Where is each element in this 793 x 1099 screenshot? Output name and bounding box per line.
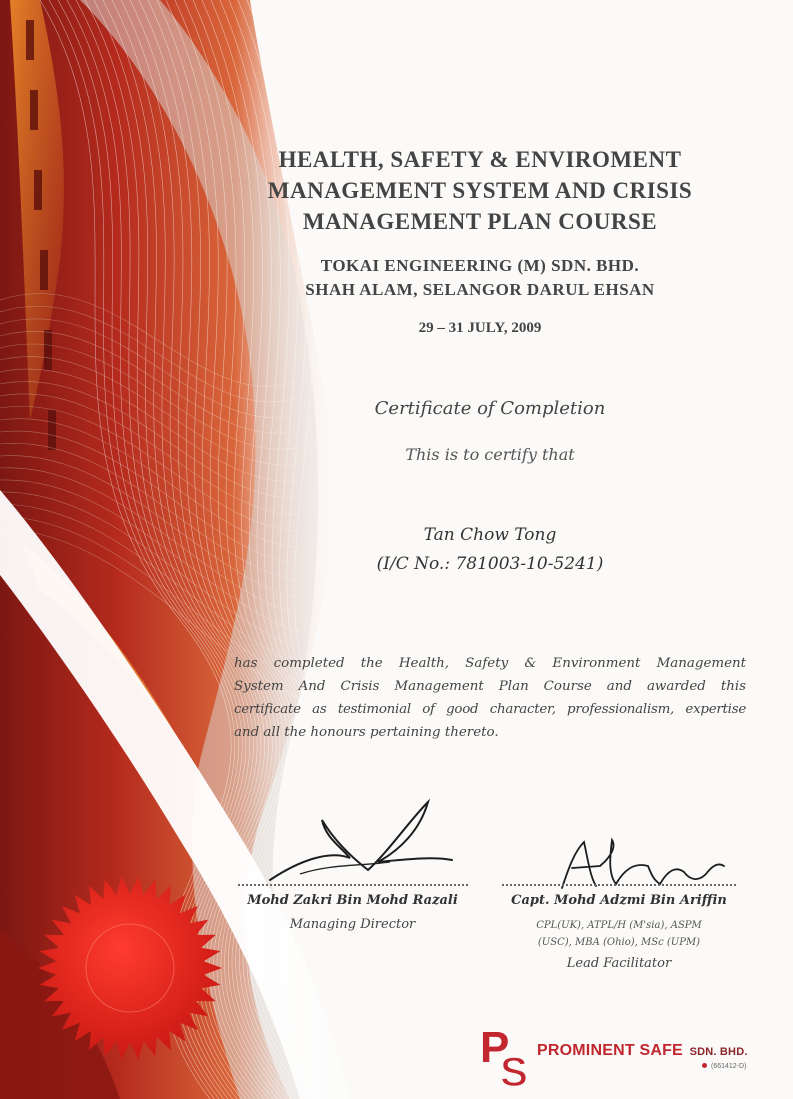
signature-right: [562, 840, 724, 888]
signatory-role-left: Managing Director: [289, 917, 416, 932]
issuer-name-text: PROMINENT SAFE: [537, 1042, 683, 1059]
body-line: and all the honours pertaining thereto.: [234, 725, 499, 740]
organization-line: SHAH ALAM, SELANGOR DARUL EHSAN: [305, 280, 655, 299]
course-title: [200, 144, 760, 237]
body-line: System And Crisis Management Plan Course and awarded this: [234, 679, 746, 694]
issuer-registration: (661412-D): [702, 1063, 746, 1070]
issuer-name: [537, 1042, 748, 1060]
svg-text:P: P: [480, 1023, 510, 1072]
course-date: 29 – 31 JULY, 2009: [418, 320, 542, 336]
certificate-heading: Certificate of Completion: [374, 398, 606, 419]
course-title-line: MANAGEMENT SYSTEM AND CRISIS: [267, 178, 693, 203]
course-title-line: HEALTH, SAFETY & ENVIROMENT: [278, 147, 682, 172]
certify-intro: This is to certify that: [405, 445, 575, 464]
body-line: certificate as testimonial of good character, professionalism, expertise: [234, 702, 746, 717]
signatory-credentials: [490, 917, 748, 951]
course-title-line: MANAGEMENT PLAN COURSE: [302, 209, 658, 234]
recipient-name: Tan Chow Tong: [423, 525, 557, 545]
signature-line-left: [238, 884, 468, 886]
credentials-line: CPL(UK), ATPL/H (M'sia), ASPM: [536, 920, 702, 931]
signatory-name-left: Mohd Zakri Bin Mohd Razali: [247, 893, 458, 908]
signature-line-right: [502, 884, 736, 886]
signatory-role-right: Lead Facilitator: [566, 956, 672, 971]
organization: [200, 254, 760, 302]
recipient-id: (I/C No.: 781003-10-5241): [376, 554, 604, 574]
svg-text:S: S: [500, 1048, 529, 1090]
body-line: has completed the Health, Safety & Environment Management: [234, 656, 746, 671]
credentials-line: (USC), MBA (Ohio), MSc (UPM): [537, 937, 701, 948]
signatory-name-right: Capt. Mohd Adzmi Bin Ariffin: [511, 893, 727, 908]
issuer-suffix: SDN. BHD.: [689, 1046, 748, 1058]
organization-line: TOKAI ENGINEERING (M) SDN. BHD.: [320, 256, 640, 275]
prominent-safe-logo-icon: [478, 1018, 538, 1090]
certificate-body: [234, 652, 746, 744]
